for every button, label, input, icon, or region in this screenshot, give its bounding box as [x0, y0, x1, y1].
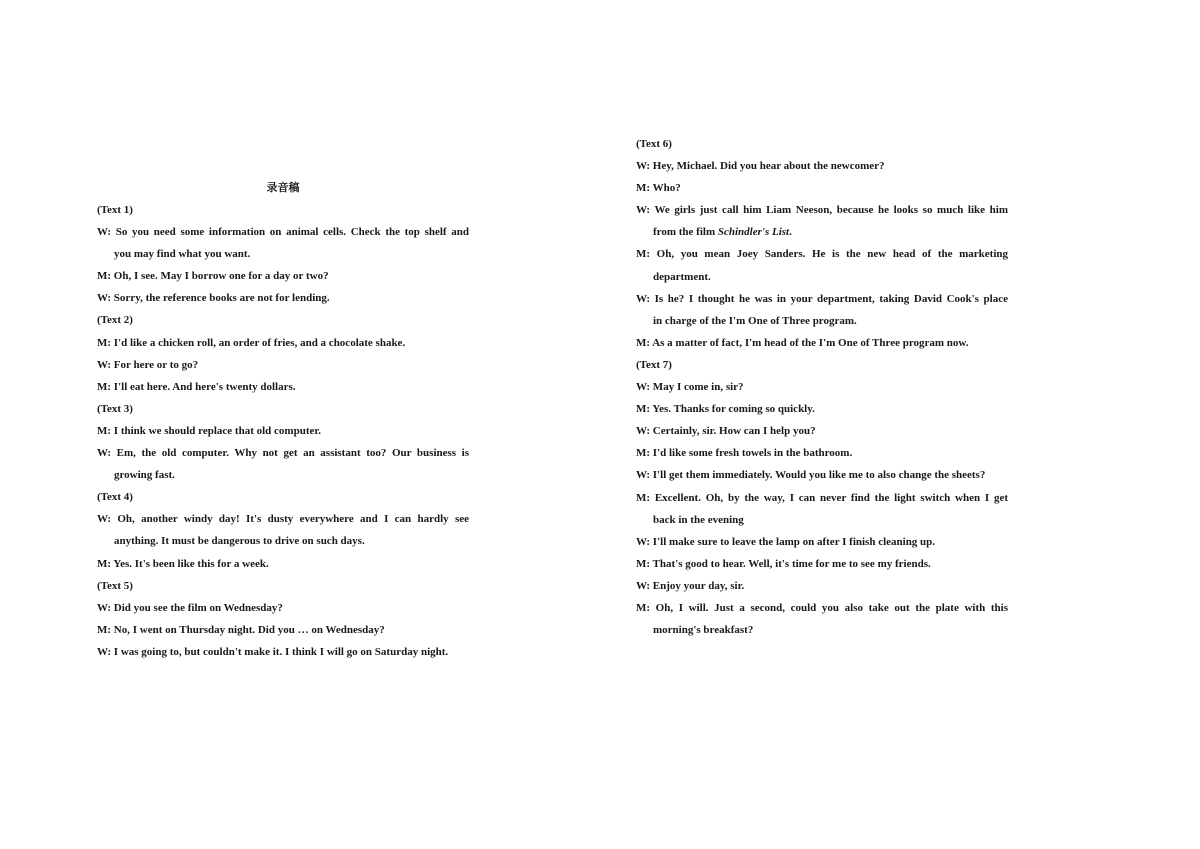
text6-line: M: Oh, you mean Joey Sanders. He is the new head of the marketing: [636, 248, 1008, 261]
text6-line: W: Is he? I thought he was in your department, taking David Cook's place: [636, 292, 1008, 305]
text6-line-prefix: from the film: [653, 226, 718, 239]
text3-line: growing fast.: [114, 469, 175, 482]
text7-line: W: I'll make sure to leave the lamp on after I finish cleaning up.: [636, 535, 936, 548]
text7-line: M: Oh, I will. Just a second, could you also take out the plate with this: [636, 601, 1008, 614]
text2-line: M: I'd like a chicken roll, an order of fries, and a chocolate shake.: [97, 336, 406, 349]
left-column: [97, 177, 469, 663]
text7-line: W: Enjoy your day, sir.: [636, 579, 745, 592]
text7-line: morning's breakfast?: [653, 624, 754, 637]
text7-line: W: May I come in, sir?: [636, 381, 744, 394]
text5-line: M: No, I went on Thursday night. Did you … on Wednesday?: [97, 623, 385, 636]
text3-line: M: I think we should replace that old computer.: [97, 424, 321, 437]
text5-line: W: I was going to, but couldn't make it. I think I will go on Saturday night.: [97, 645, 449, 658]
text6-line: M: As a matter of fact, I'm head of the I'm One of Three program now.: [636, 336, 969, 349]
text6-heading: (Text 6): [636, 138, 672, 150]
text6-line: in charge of the I'm One of Three program.: [653, 314, 857, 327]
text7-heading: (Text 7): [636, 358, 672, 371]
text5-heading: (Text 5): [97, 579, 133, 592]
text6-line: W: Hey, Michael. Did you hear about the newcomer?: [636, 160, 885, 173]
text1-line: W: Sorry, the reference books are not for lending.: [97, 292, 330, 305]
transcript-title: 录音稿: [266, 182, 300, 194]
text7-line: M: I'd like some fresh towels in the bathroom.: [636, 447, 853, 460]
text2-line: W: For here or to go?: [97, 358, 199, 371]
right-column: [636, 133, 1008, 641]
text6-line: [636, 221, 1008, 243]
text5-line: W: Did you see the film on Wednesday?: [97, 601, 283, 614]
text6-line: W: We girls just call him Liam Neeson, because he looks so much like him: [636, 204, 1008, 217]
text1-line: W: So you need some information on animal cells. Check the top shelf and: [97, 226, 469, 239]
text2-line: M: I'll eat here. And here's twenty dollars.: [97, 380, 296, 393]
text6-line: M: Who?: [636, 182, 681, 195]
text7-line: M: Yes. Thanks for coming so quickly.: [636, 403, 815, 416]
text3-line: W: Em, the old computer. Why not get an assistant too? Our business is: [97, 447, 469, 460]
text4-line: M: Yes. It's been like this for a week.: [97, 557, 269, 570]
text1-line: you may find what you want.: [114, 248, 251, 261]
text7-line: back in the evening: [653, 513, 744, 526]
film-title: Schindler's List: [717, 226, 790, 239]
text3-heading: (Text 3): [97, 402, 133, 415]
text7-line: M: Excellent. Oh, by the way, I can never find the light switch when I get: [636, 491, 1008, 504]
text1-heading: (Text 1): [97, 204, 133, 216]
text2-heading: (Text 2): [97, 314, 133, 327]
text7-line: W: I'll get them immediately. Would you like me to also change the sheets?: [636, 469, 986, 482]
text1-line: M: Oh, I see. May I borrow one for a day or two?: [97, 270, 329, 283]
text4-line: anything. It must be dangerous to drive on such days.: [114, 535, 365, 548]
text7-line: M: That's good to hear. Well, it's time for me to see my friends.: [636, 557, 931, 570]
text4-heading: (Text 4): [97, 491, 133, 504]
text4-line: W: Oh, another windy day! It's dusty everywhere and I can hardly see: [97, 513, 469, 526]
text7-line: W: Certainly, sir. How can I help you?: [636, 425, 816, 438]
text6-line: department.: [653, 270, 711, 283]
text6-line-suffix: .: [789, 226, 792, 239]
